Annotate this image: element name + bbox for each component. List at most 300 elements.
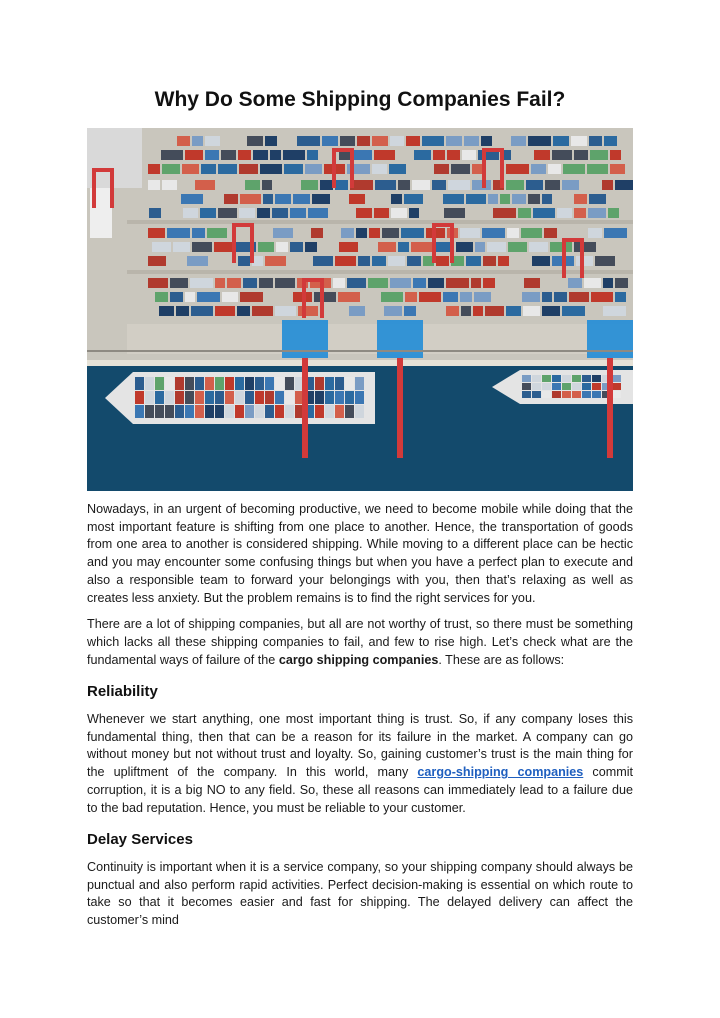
container [214,242,233,252]
container [493,208,516,218]
container [312,194,330,204]
container [521,228,542,238]
container [550,242,572,252]
container [381,292,403,302]
container [322,136,338,146]
container [610,164,625,174]
container [472,180,491,190]
ship-container [245,405,254,418]
container [297,136,320,146]
ship-container [165,405,174,418]
ship-container [592,375,601,382]
port-photo [87,128,633,491]
container [602,180,613,190]
container [615,292,626,302]
container [270,150,281,160]
container [205,150,219,160]
ship-container [335,377,344,390]
container [341,228,354,238]
container [215,306,235,316]
container [298,306,318,316]
container [589,136,602,146]
container [464,136,479,146]
ship-container [275,391,284,404]
container [498,256,509,266]
container [391,194,402,204]
container [275,194,291,204]
container [447,150,460,160]
container [500,194,510,204]
container [167,228,190,238]
ship-container [185,405,194,418]
yard-crane-beam [232,223,254,227]
container [523,306,540,316]
ship-container [522,383,531,390]
container [182,164,199,174]
container [528,194,540,204]
container [391,208,407,218]
ship-container [285,405,294,418]
ship-container [165,377,174,390]
ship-container [325,377,334,390]
container [474,292,491,302]
container [170,278,188,288]
container [372,164,387,174]
container [610,150,621,160]
yard-crane-leg [450,223,454,263]
container [338,292,360,302]
ship-container [145,377,154,390]
container [568,278,582,288]
container [604,136,617,146]
container [569,292,589,302]
container [405,292,417,302]
quay-crane-body [587,320,633,358]
container [183,208,198,218]
ship-container [315,405,324,418]
container [347,278,366,288]
ship-container [225,391,234,404]
container [531,164,546,174]
container [275,278,295,288]
container [511,136,526,146]
container [205,136,220,146]
section-heading-delay: Delay Services [87,831,193,849]
ship-container [612,391,621,398]
ship-container [205,405,214,418]
container [378,242,396,252]
delay-paragraph: Continuity is important when it is a service company, so your shipping company should always be punctual and also perform rapid activities. Perfect decision-making is essential on which route to take so that it becomes easier and fast for shipping. The delayed delivery can affect the customer’s mind [87,859,633,928]
ship-container [562,375,571,382]
container [398,180,410,190]
container [247,136,263,146]
container [259,278,273,288]
container [191,306,213,316]
container [181,194,203,204]
container [428,278,444,288]
ship-container [592,391,601,398]
container [262,180,272,190]
container [398,242,409,252]
container [201,164,216,174]
ship-container [522,391,531,398]
container [368,278,388,288]
container [349,306,365,316]
container [412,180,430,190]
container [562,306,585,316]
yard-crane-beam [432,223,454,227]
container [456,242,473,252]
container [529,242,548,252]
container [372,256,386,266]
ship-container [265,405,274,418]
container [471,278,481,288]
ship-container [175,377,184,390]
ship-container [285,377,294,390]
container [545,180,560,190]
container [590,150,608,160]
container [532,256,550,266]
ship-container [612,383,621,390]
container [448,180,470,190]
container [388,256,405,266]
container [522,292,540,302]
container [162,180,177,190]
ship-container [195,377,204,390]
ship-container [235,405,244,418]
container [544,228,557,238]
container [608,208,619,218]
container [290,242,303,252]
container [159,306,174,316]
container [293,194,310,204]
container [227,278,241,288]
container [615,180,633,190]
container [526,180,543,190]
container [483,256,496,266]
ship-container [592,383,601,390]
container [508,242,527,252]
container [173,242,190,252]
ship-container [335,405,344,418]
ship-container [542,383,551,390]
container [401,228,424,238]
container [218,208,237,218]
container [192,228,205,238]
container [615,278,628,288]
container [574,208,586,218]
container [308,208,328,218]
container [443,194,464,204]
container [506,180,524,190]
page-title: Why Do Some Shipping Companies Fail? [154,88,566,111]
container [283,150,305,160]
ship-container [225,405,234,418]
ship-container [245,391,254,404]
container [446,278,469,288]
container [451,164,470,174]
container [563,164,585,174]
ship-container [145,391,154,404]
quay-crane-boom [302,358,308,458]
container [290,208,306,218]
ship-container [285,391,294,404]
container [548,164,561,174]
yard-crane-leg [562,238,566,278]
container [434,164,449,174]
container [485,306,504,316]
container [284,164,303,174]
section-heading-reliability: Reliability [87,683,158,701]
ship-container [185,391,194,404]
container [369,228,380,238]
container [603,278,613,288]
container [260,164,282,174]
container [436,256,449,266]
road [127,270,633,274]
container [462,150,476,160]
ship-container [552,375,561,382]
intro-paragraph-1: Nowadays, in an urgent of becoming productive, we need to become mobile while doing that the most important feature is shifting from one place to another. Hence, the transportation of goods from one area to another is considered shipping. While moving to a different place can be hectic and you may encounter some confusing things but when you have a perfect plan to execute and also a responsible team to forward your belongings with you, then that’s relaxing as well as creates less anxiety. But the problem remains is to find the right services for you. [87,502,633,605]
yard-crane-leg [92,168,96,208]
container [177,136,190,146]
container [258,242,274,252]
quay-crane-boom [607,358,613,458]
yard-crane-leg [580,238,584,278]
ship-container [155,377,164,390]
cargo-shipping-link[interactable]: cargo-shipping companies [417,765,584,780]
ship-container [185,377,194,390]
container [162,164,180,174]
container [176,306,189,316]
container [356,208,372,218]
container [554,292,567,302]
container [238,150,251,160]
container [148,256,166,266]
container [524,278,540,288]
container [148,228,165,238]
container [192,136,203,146]
ship-container [345,377,354,390]
ship-container [572,383,581,390]
container [190,278,213,288]
container [481,136,492,146]
yard-crane-leg [332,148,336,188]
reliability-paragraph: Whenever we start anything, one most important thing is trust. So, if any company loses this fundamental thing, then that can be a reason for its failure in the market. A company can go without money but not without trust and loyalty. So, gaining customer’s trust is the main thing for the upliftment of the company. In this world, many cargo-shipping companies commit corruption, it is a big NO to any field. So, these all reasons can immediately lead to a failure due to the bad reputation. Hence, you must be reliable to your customer. [87,712,634,815]
yard-crane-leg [320,278,324,318]
quay-crane-body [282,320,328,358]
container [389,164,406,174]
container [240,194,261,204]
container [265,256,286,266]
container [595,256,615,266]
ship-container [532,383,541,390]
container [542,194,552,204]
container [603,306,626,316]
container [313,256,333,266]
container [195,180,215,190]
container [390,278,411,288]
container [224,194,238,204]
ship-container [325,405,334,418]
container [552,150,572,160]
container [587,164,608,174]
ship-container [155,391,164,404]
container [253,150,268,160]
ship-container [255,377,264,390]
quay-crane-boom [397,358,403,458]
container [407,256,421,266]
ship-container [335,391,344,404]
container [339,242,358,252]
container [252,306,273,316]
container [374,150,395,160]
container [466,256,481,266]
yard-crane-leg [250,223,254,263]
container [571,136,587,146]
ship-container [265,391,274,404]
container [588,208,606,218]
container [305,242,317,252]
container [357,136,370,146]
yard-crane-leg [482,148,486,188]
ship-container [215,405,224,418]
container [574,242,596,252]
container [460,228,480,238]
ship-container [195,391,204,404]
ship-container [205,391,214,404]
container [483,278,495,288]
container [419,292,441,302]
ship-container [572,391,581,398]
container [155,292,168,302]
container [375,180,396,190]
container [591,292,613,302]
ship-container [275,405,284,418]
container [275,306,296,316]
container [584,278,601,288]
container [215,278,225,288]
container [444,208,465,218]
ship-container [355,391,364,404]
ship-container [522,375,531,382]
container [335,256,356,266]
container [384,306,402,316]
container [562,180,579,190]
container [239,164,258,174]
ship-container [275,377,284,390]
ship-container [532,391,541,398]
yard-crane-leg [110,168,114,208]
ship-container [582,383,591,390]
yard-crane-beam [302,278,324,282]
container [301,180,318,190]
yard-crane-beam [562,238,584,242]
container [488,194,498,204]
container [507,228,519,238]
container [574,150,588,160]
yard-crane-beam [482,148,504,152]
container [314,292,336,302]
ship-container [542,391,551,398]
ship-container [562,391,571,398]
container [461,306,471,316]
yard-crane-leg [232,223,236,263]
container [333,278,345,288]
container [433,150,445,160]
container-port-image [87,128,633,491]
ship-container [205,377,214,390]
ship-container [532,375,541,382]
ship-container [355,377,364,390]
container [349,194,365,204]
container [374,208,389,218]
container [506,306,521,316]
container [446,306,459,316]
ship-container [135,377,144,390]
container [553,136,569,146]
container [222,292,238,302]
ship-container [155,405,164,418]
ship-container [325,391,334,404]
container [413,278,426,288]
ship-container [315,391,324,404]
ship-container [542,375,551,382]
container [320,180,333,190]
container [446,136,462,146]
ship-container [145,405,154,418]
container [422,136,444,146]
container [406,136,420,146]
container [148,278,168,288]
ship-container [315,377,324,390]
container [414,150,431,160]
container [473,306,483,316]
yard-crane-leg [500,148,504,188]
ship-container [175,405,184,418]
container [239,208,255,218]
container [574,194,587,204]
container [372,136,388,146]
container [243,278,257,288]
container [272,208,288,218]
container [148,164,160,174]
container [411,242,434,252]
container [257,208,270,218]
container [245,180,260,190]
container [335,180,348,190]
container [482,228,505,238]
container [533,208,555,218]
container [542,306,560,316]
container [576,256,593,266]
ship-container [582,375,591,382]
container [353,150,372,160]
container [187,256,208,266]
container [588,228,602,238]
yard-crane-leg [432,223,436,263]
container [307,150,318,160]
container [356,228,367,238]
container [487,242,506,252]
container [237,306,250,316]
ship-container [175,391,184,404]
ship-container [345,405,354,418]
container [528,136,551,146]
ship-container [582,391,591,398]
container [534,150,550,160]
ship-container [235,377,244,390]
